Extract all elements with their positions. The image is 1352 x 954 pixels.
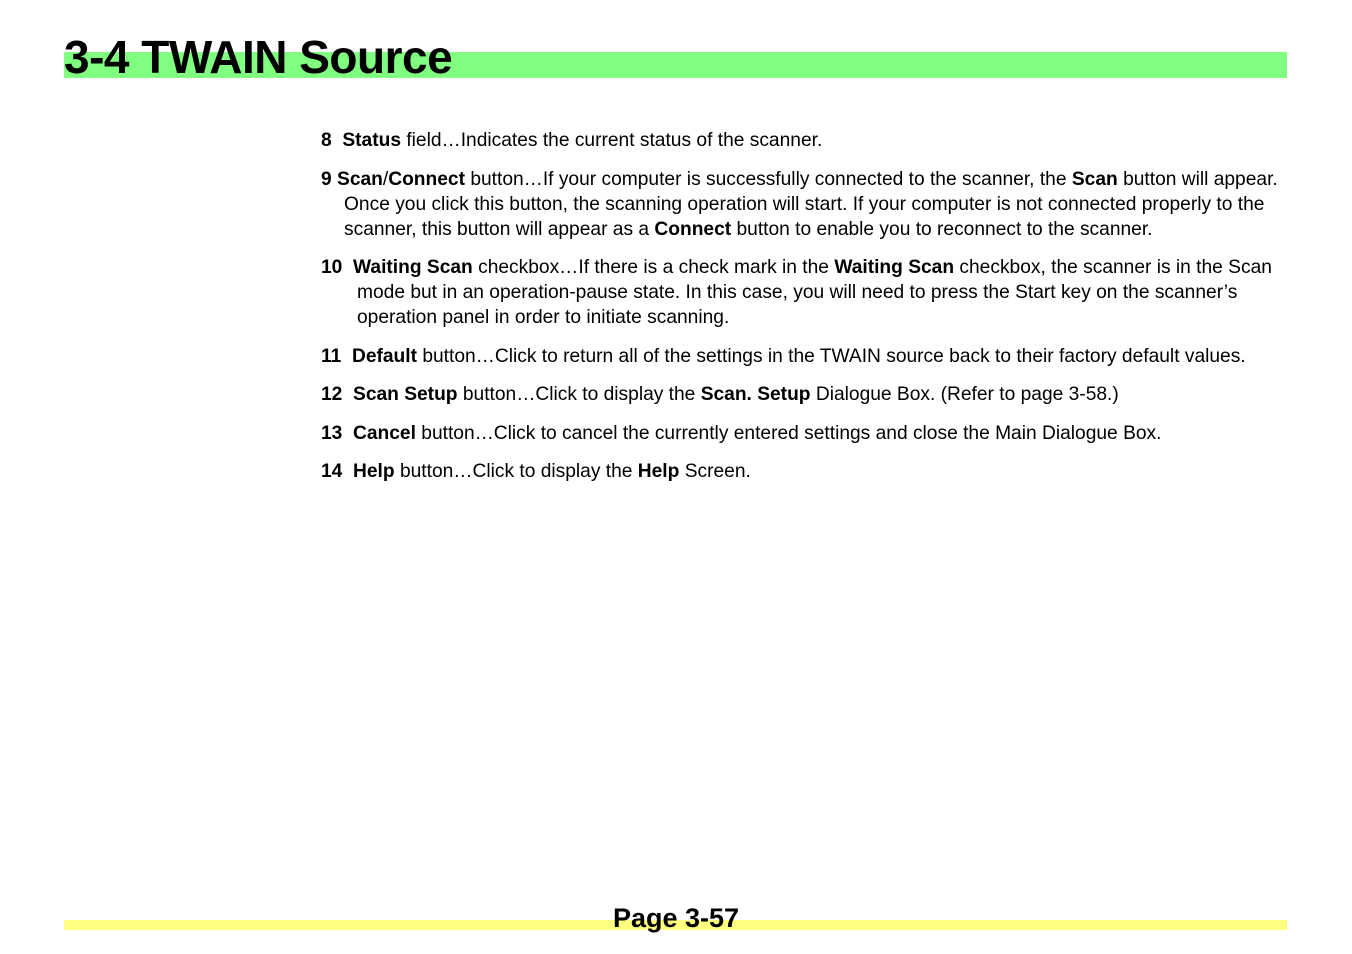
page-number: Page 3-57 bbox=[612, 903, 740, 933]
item-text: button will appear. Once you click this button, the scanning operation will start. If your computer is not connected properly to the scanner, this button will appear as a bbox=[344, 168, 1278, 240]
item-text: button…If your computer is successfully connected to the scanner, the bbox=[464, 168, 1072, 190]
term-status: Status bbox=[342, 130, 401, 151]
term-default: Default bbox=[351, 345, 417, 367]
term-connect: Connect bbox=[654, 218, 732, 240]
item-number: 10 bbox=[321, 257, 343, 278]
item-text: button…Click to display the bbox=[457, 384, 701, 405]
item-number: 14 bbox=[321, 461, 343, 482]
item-text: button to enable you to reconnect to the scanner. bbox=[731, 218, 1153, 240]
term-scan: Scan bbox=[337, 168, 383, 190]
term-scan-setup-dialogue: Scan. Setup bbox=[700, 384, 811, 405]
item-text: field…Indicates the current status of the scanner. bbox=[400, 130, 823, 151]
item-10-waiting-scan bbox=[321, 255, 1296, 330]
item-8-status bbox=[321, 128, 1296, 153]
item-text: button…Click to cancel the currently entered settings and close the Main Dialogue Box. bbox=[415, 422, 1162, 444]
item-number: 11 bbox=[321, 345, 342, 367]
term-connect: Connect bbox=[388, 168, 465, 190]
item-text: Dialogue Box. (Refer to page 3-58.) bbox=[810, 384, 1119, 405]
item-13-cancel bbox=[321, 421, 1296, 446]
term-cancel: Cancel bbox=[353, 422, 416, 444]
item-number: 8 bbox=[321, 130, 332, 151]
item-number: 9 bbox=[321, 168, 332, 190]
page-title: 3-4 TWAIN Source bbox=[64, 31, 453, 83]
item-12-scan-setup bbox=[321, 382, 1296, 407]
term-help: Help bbox=[353, 461, 395, 482]
item-9-scan-connect bbox=[321, 167, 1296, 242]
item-text: button…Click to return all of the settings in the TWAIN source back to their factory default values. bbox=[417, 345, 1246, 367]
item-number: 13 bbox=[321, 422, 343, 444]
item-text: Screen. bbox=[679, 461, 751, 482]
term-scan-setup: Scan Setup bbox=[353, 384, 458, 405]
item-14-help bbox=[321, 459, 1296, 484]
term-help-screen: Help bbox=[637, 461, 680, 482]
description-list bbox=[321, 128, 1296, 498]
term-scan: Scan bbox=[1071, 168, 1118, 190]
term-waiting-scan: Waiting Scan bbox=[353, 257, 473, 278]
item-text: button…Click to display the bbox=[394, 461, 638, 482]
term-waiting-scan: Waiting Scan bbox=[834, 257, 955, 278]
item-number: 12 bbox=[321, 384, 343, 405]
item-text: / bbox=[382, 168, 389, 190]
item-text: checkbox…If there is a check mark in the bbox=[472, 257, 835, 278]
item-11-default bbox=[321, 344, 1296, 369]
item-text: checkbox, the scanner is in the Scan mode but in an operation-pause state. In this case, you will need to press the Start key on the scanner’s operation panel in order to initiate scanning. bbox=[357, 257, 1272, 328]
